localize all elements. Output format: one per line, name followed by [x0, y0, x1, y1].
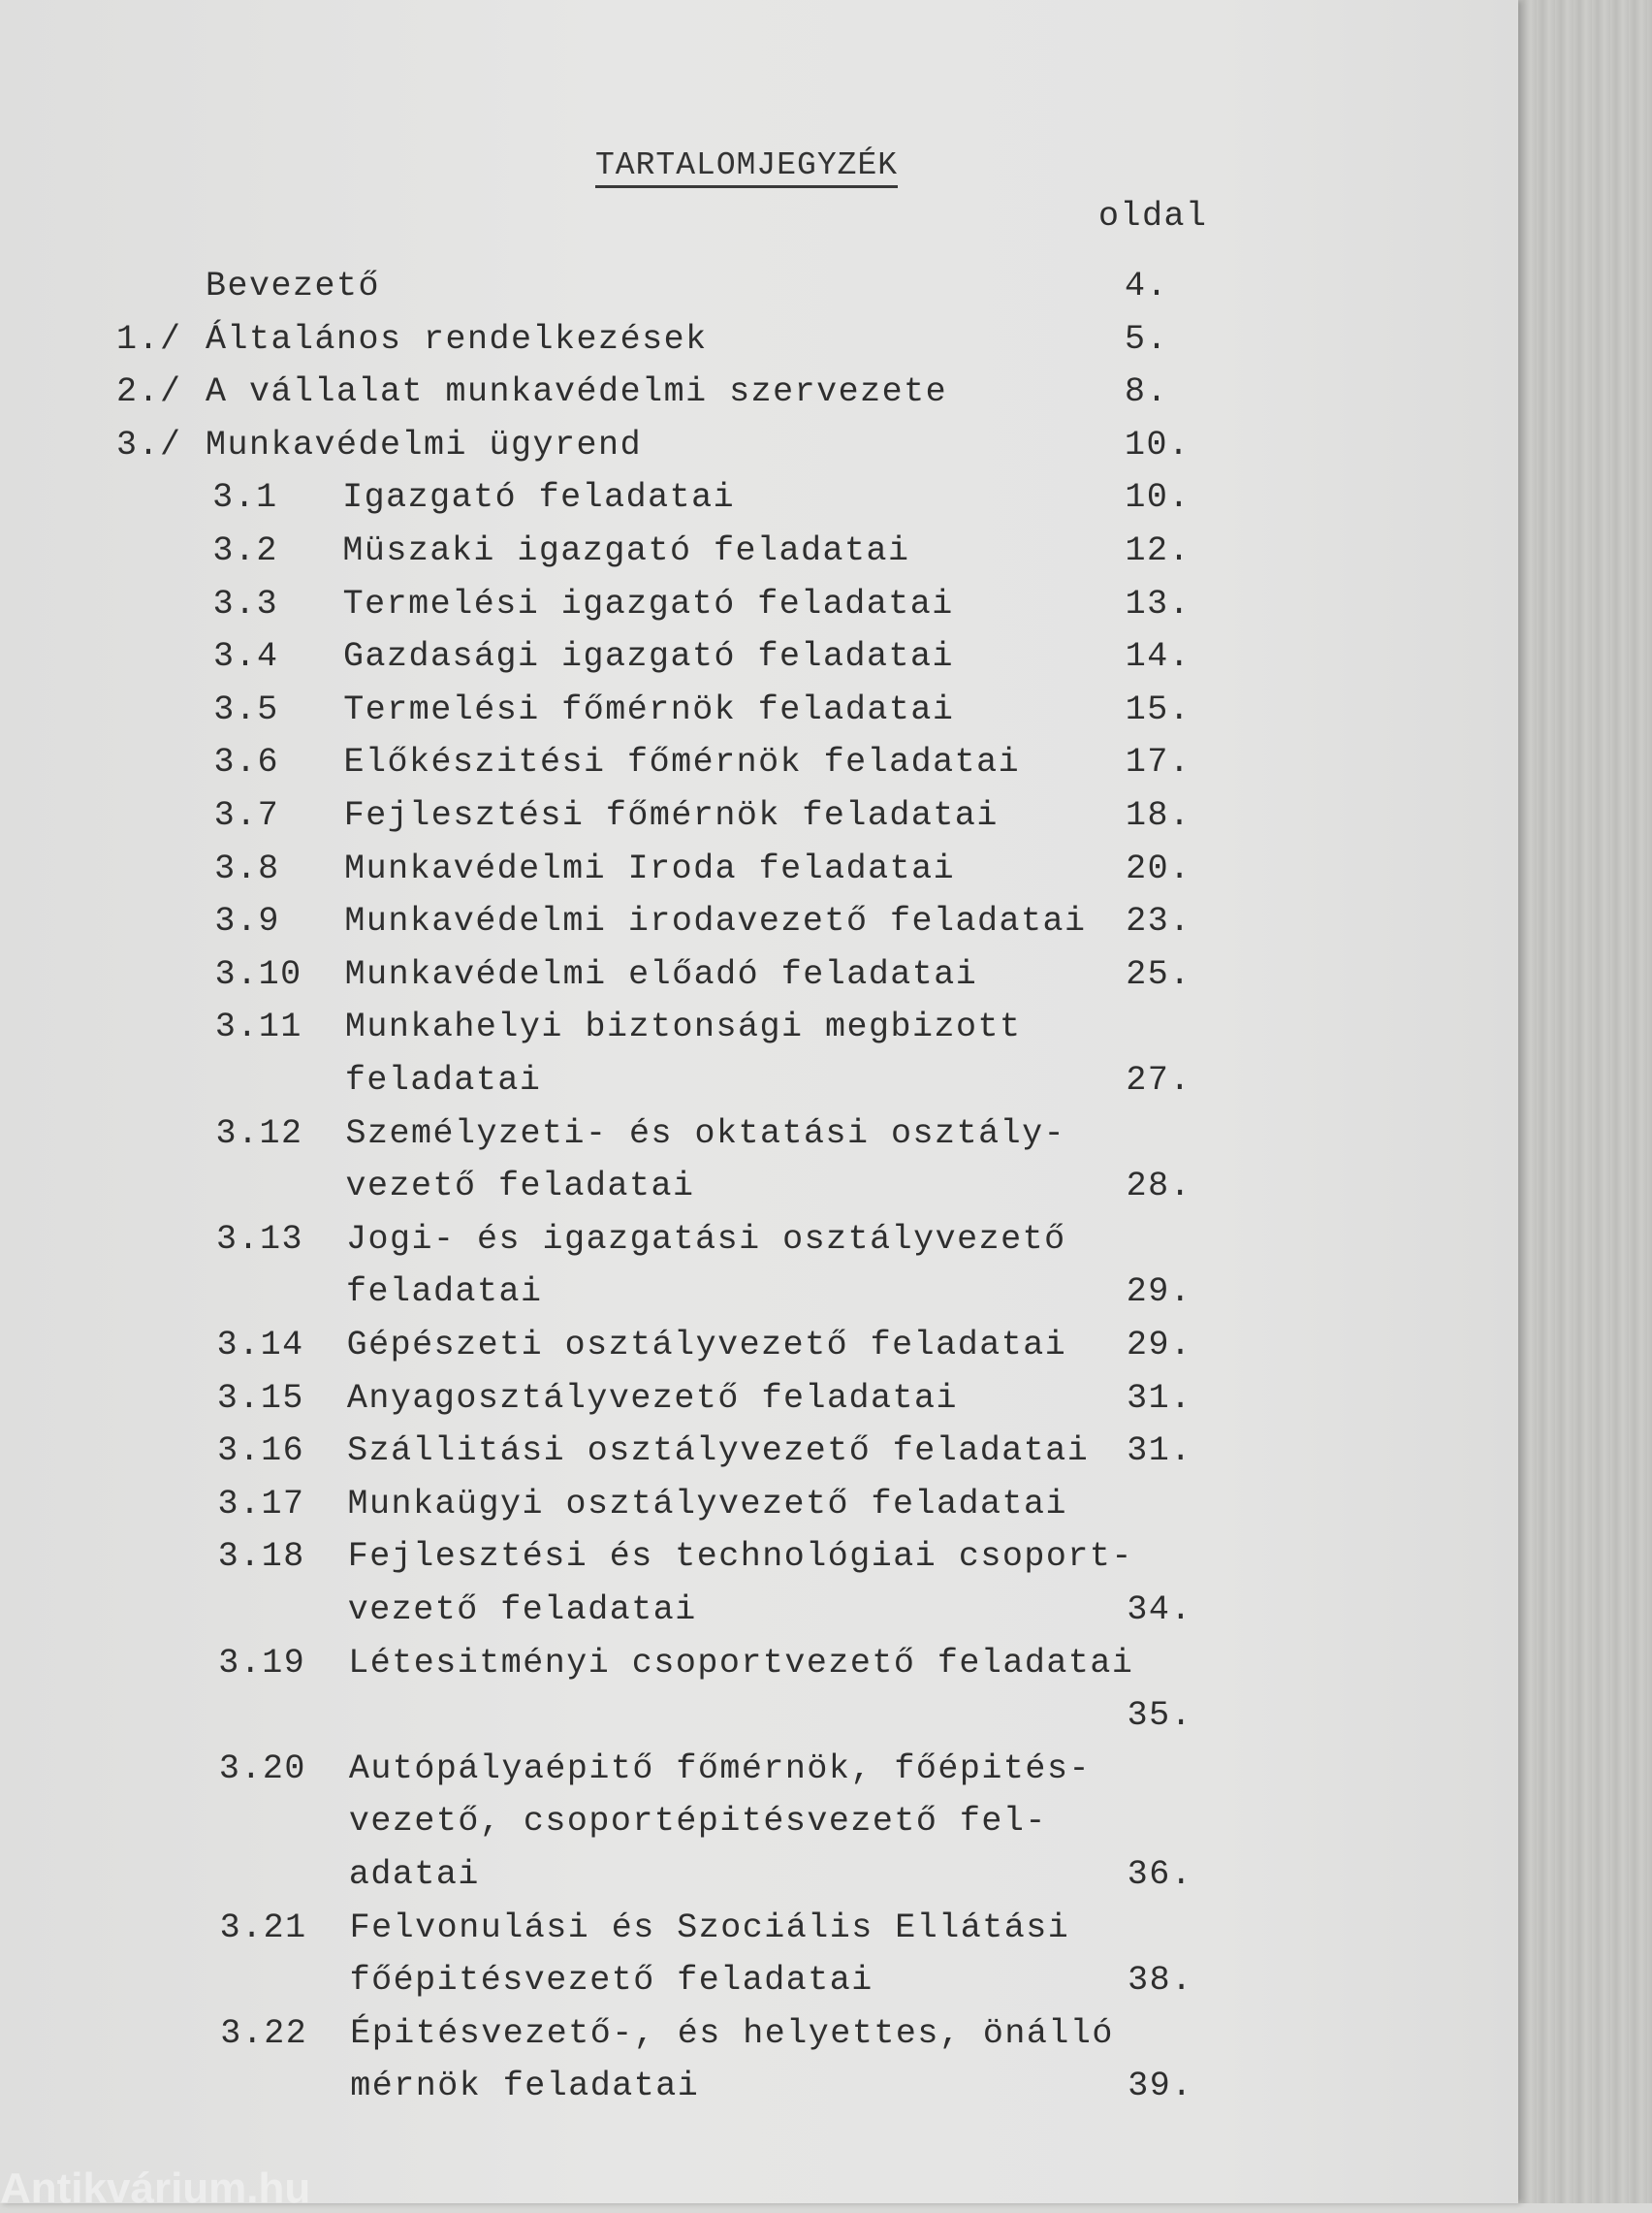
toc-title-line: Munkavédelmi ügyrend — [206, 425, 643, 465]
toc-title-line: vezető feladatai — [345, 1167, 695, 1206]
toc-page-number: 38. — [1128, 1961, 1193, 2001]
toc-page-number: 34. — [1127, 1590, 1192, 1629]
toc-page-number: 13. — [1125, 584, 1191, 624]
toc-title-line: Általános rendelkezések — [206, 319, 708, 359]
toc-title-line: Munkaügyi osztályvezető feladatai — [347, 1484, 1068, 1523]
toc-title-line: Fejlesztési és technológiai csoport- — [347, 1537, 1133, 1577]
toc-page-number: 17. — [1125, 743, 1191, 783]
toc-page-number: 18. — [1126, 796, 1191, 835]
toc-page-number: 4. — [1125, 267, 1169, 305]
toc-page-number: 23. — [1126, 902, 1191, 942]
toc-number: 3.2 — [212, 531, 278, 570]
toc-title-line: Szállitási osztályvezető feladatai — [347, 1431, 1090, 1471]
toc-number: 3.11 — [214, 1008, 302, 1047]
toc-page-number: 15. — [1125, 690, 1191, 729]
toc-title-line: adatai — [348, 1855, 480, 1894]
toc-page-number: 5. — [1125, 319, 1169, 359]
toc-number: 3.4 — [212, 637, 279, 677]
toc-title-line: vezető, csoportépitésvezető fel- — [348, 1802, 1047, 1842]
toc-title-line: Termelési igazgató feladatai — [342, 584, 954, 624]
toc-page-number: 12. — [1125, 531, 1191, 570]
toc-page-number: 31. — [1127, 1431, 1192, 1471]
toc-page-number: 39. — [1128, 2067, 1193, 2106]
toc-number: 3.1 — [212, 478, 278, 518]
toc-page-number: 20. — [1126, 849, 1191, 888]
toc-number: 2./ — [116, 372, 182, 412]
toc-number: 3.18 — [217, 1537, 305, 1577]
toc-title-line: Anyagosztályvezető feladatai — [346, 1378, 958, 1418]
toc-number: 3.21 — [219, 1908, 307, 1947]
toc-number: 3.8 — [214, 849, 280, 888]
toc-number: 3.6 — [213, 743, 280, 783]
toc-number: 3.19 — [218, 1643, 306, 1683]
toc-number: 3.10 — [214, 954, 302, 994]
toc-number: 3.16 — [217, 1431, 305, 1471]
toc-title-line: Gazdasági igazgató feladatai — [342, 637, 955, 677]
toc-title-line: Fejlesztési főmérnök feladatai — [343, 796, 999, 835]
toc-page-number: 25. — [1126, 954, 1191, 994]
toc-page-number: 35. — [1127, 1696, 1193, 1736]
toc-page-number: 31. — [1127, 1378, 1192, 1418]
toc-page-number: 27. — [1126, 1061, 1191, 1100]
toc-title-line: Gépészeti osztályvezető feladatai — [346, 1326, 1067, 1364]
toc-page-number: 10. — [1125, 425, 1191, 465]
toc-number: 3.5 — [213, 690, 279, 729]
toc-title-line: feladatai — [344, 1061, 542, 1100]
toc-title-line: Személyzeti- és oktatási osztály- — [345, 1113, 1066, 1153]
toc-title-line: Munkavédelmi előadó feladatai — [344, 954, 978, 994]
toc-title-line: Igazgató feladatai — [342, 478, 736, 518]
toc-number: 3.15 — [216, 1378, 304, 1418]
toc-title-line: Felvonulási és Szociális Ellátási — [349, 1908, 1070, 1947]
toc-title-line: főépitésvezető feladatai — [349, 1961, 874, 2001]
toc-title-line: Előkészitési főmérnök feladatai — [343, 743, 1021, 783]
toc-page-number: 8. — [1125, 372, 1169, 412]
toc-number: 3.9 — [214, 902, 280, 942]
toc-title-line: Munkahelyi biztonsági megbizott — [344, 1008, 1022, 1047]
toc-title-line: Épitésvezető-, és helyettes, önálló — [350, 2013, 1114, 2053]
toc-title-line: vezető feladatai — [347, 1590, 697, 1629]
toc-title-line: A vállalat munkavédelmi szervezete — [206, 372, 948, 412]
toc-title-line: Müszaki igazgató feladatai — [342, 531, 910, 570]
toc-title-line: feladatai — [346, 1272, 543, 1312]
toc-number: 3./ — [116, 425, 182, 465]
toc-title-line: Termelési főmérnök feladatai — [343, 690, 955, 729]
toc-number: 3.20 — [218, 1748, 306, 1788]
toc-title-line: mérnök feladatai — [350, 2067, 700, 2106]
watermark: Antikvárium.hu — [0, 2165, 311, 2212]
toc-page-number: 29. — [1126, 1272, 1192, 1312]
page-column-header: oldal — [1098, 197, 1208, 236]
toc-page-number: 29. — [1127, 1326, 1192, 1364]
toc-page-number: 36. — [1127, 1855, 1193, 1894]
toc-title-line: Munkavédelmi Iroda feladatai — [344, 849, 956, 888]
toc-number: 3.7 — [213, 796, 280, 835]
toc-title-line: Munkavédelmi irodavezető feladatai — [344, 902, 1087, 942]
toc-page-number: 14. — [1125, 637, 1191, 677]
toc-title-line: Jogi- és igazgatási osztályvezető — [346, 1219, 1066, 1259]
toc-page-number: 10. — [1125, 478, 1191, 518]
toc-number: 3.22 — [220, 2013, 308, 2053]
toc-number: 3.14 — [216, 1326, 304, 1364]
page-title: TARTALOMJEGYZÉK — [595, 147, 898, 188]
toc-number: 3.3 — [212, 584, 279, 624]
toc-title-line: Létesitményi csoportvezető feladatai — [348, 1643, 1134, 1683]
toc-number: 3.17 — [217, 1484, 305, 1523]
toc-number: 3.12 — [215, 1113, 303, 1153]
toc-title-line: Bevezető — [206, 267, 381, 305]
toc-page-number: 28. — [1126, 1167, 1192, 1206]
toc-number: 1./ — [116, 319, 182, 359]
desk-background — [1518, 0, 1652, 2203]
toc-title-line: Autópályaépitő főmérnök, főépités- — [348, 1748, 1091, 1788]
toc-number: 3.13 — [216, 1219, 304, 1259]
